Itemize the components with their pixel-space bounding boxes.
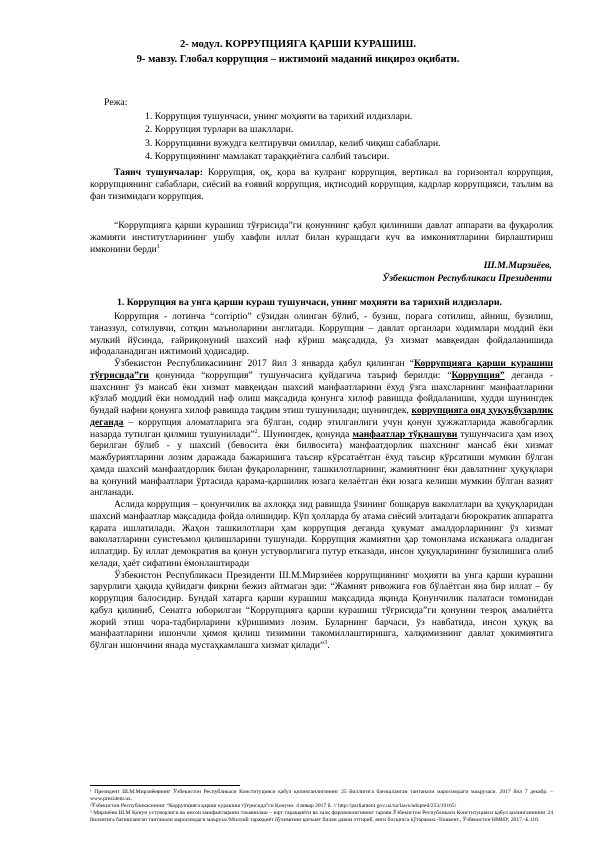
footnote: ³ Мирзиёев Ш.М Қонун устуворлиги ва инсон манфаатларини таъминлаш – юрт тараққиёти ва халқ фаровонлигининг гарови.Ўзбекистон Республикаси Конституцияси қабул қилинганининг 24 йиллигига бағишланган тантанали маросимдаги маъруза//Миллий тараққиёт йўлимизни қатъият билан давом эттириб, янги босқичга кўтарамиз.-Тошкент., Ўзбекистон НМИУ, 2017.-Б.110. [90, 809, 553, 823]
epigraph-position: Ўзбекистон Республикаси Президенти [382, 273, 552, 284]
section-heading: 1. Коррупция ва унга қарши кураш тушунчаси, унинг моҳияти ва тарихий илдизлари. [117, 297, 502, 308]
text-run: . Шунингдек, қонунда [257, 428, 353, 440]
text-run: деганда - шахснинг ўз мансаб ёки хизмат мавқеидан шахсий манфаатларини ёхуд ўзга шахсларнинг манфаатларини кўзлаб моддий ёки номоддий наф олиш мақсадида қонунга хилоф равишда фойдаланиши, худди шунингдек бундай нафни қонунга хилоф равишда тақдим этиш тушунилади; шунингдек, [90, 369, 553, 416]
footnotes [90, 789, 553, 824]
term-conflict: манфаатлар тўқнашуви [352, 428, 458, 440]
plan-item: 1. Коррупция тушунчаси, унинг моҳияти ва тарихий илдизлари. [145, 111, 413, 122]
keywords-paragraph [90, 167, 553, 203]
epigraph-author: Ш.М.Мирзиёев, [483, 260, 552, 271]
topic-title: 9- мавзу. Глобал коррупция – ижтимоий маданий инқироз оқибати. [136, 54, 460, 65]
footnote-ref: 1 [156, 243, 160, 250]
footnote: ²Ўзбекистон Республикасининг “Коррупцияга қарши курашиш тўғрисида”ги Қонуни. 4 январ 2017 й. // http://parliament.gov.uz/uz/laws/adopted/253/19165/ [90, 802, 457, 809]
text-run: қонунида “коррупция” тушунчасига қуйдагича таъриф берилди: “ [148, 369, 452, 381]
body-paragraph [90, 358, 553, 499]
module-title: 2- модул. КОРРУПЦИЯГА ҚАРШИ КУРАШИШ. [179, 39, 417, 50]
text-run: – коррупция аломатларига эга бўлган, содир этилганлиги учун қонун ҳужжатларида жавобгарлик назарда тутилган қилмиш тушунилади” [90, 416, 553, 440]
epigraph-quote [90, 220, 553, 256]
footnote: ¹ Президент Ш.М.Мирзиёевнинг Ўзбекистон Республикаси Конституцияси қабул қилинганлигининг 25 йиллигига бағишланган тантанали маросимдаги маърузаси. 2017 йил 7 декабр. – www.prezident.uz. [90, 789, 553, 802]
footnote-ref: 3 [324, 639, 328, 646]
text-run: . [327, 640, 330, 651]
keywords-text: Коррупция, оқ, қора ва кулранг коррупция, вертикал ва горизонтал коррупция, коррупциянинг сабаблари, сиёсий ва ғоявий коррупция, иқтисодий коррупция, кадрлар коррупцияси, таълим ва фан тизимидаги коррупция. [90, 167, 553, 202]
plan-item: 2. Коррупция турлари ва шакллари. [145, 124, 294, 136]
plan-label: Режа: [104, 97, 128, 108]
plan-item: 3. Коррупцияни вужудга келтирувчи омиллар, келиб чиқиш сабаблари. [145, 137, 441, 149]
keywords-label: Таянч тушунчалар: [114, 167, 203, 178]
plan-list [145, 110, 441, 164]
body-paragraph: Аслида коррупция – қонунчилик ва ахлоққа зид равишда ўзининг бошқарув ваколатлари ва ҳуқуқларидан шахсий манфаатлар мақсадида фойда олишидир. Кўп ҳолларда бу атама сиёсий элитадаги бюрократик аппаратга қарата ишлатилади. Жаҳон ташкилотлари ҳам коррупция деганда ҳукумат амалдорларининг ўз хизмат ваколатларини суистеъмол қилишларини тушунади. Коррупция жамиятни ҳар томонлама исканжага оладиган иллатдир. Бу иллат демократия ва қонун устуворлигига путур етказади, инсон ҳуқуқларининг бузилишига олиб келади, ҳаёт сифатини ёмонлаштиради [90, 499, 553, 569]
body-paragraph [90, 570, 553, 652]
body-paragraph: Коррупция - лотинча “corriptio” сўзидан олинган бўлиб, - бузиш, порага сотилиш, айниш, бузилиш, таназзул, сотилувчи, сотқин маъноларини англатади. Коррупция – давлат органлари ходимлари моддий ёки мулкий йўсинда, ғайриқонуний шахсий наф кўриш мақсадида, ўз хизмат мавқеидан фойдаланишида ифодаланадиган ижтимоий ҳодисадир. [90, 311, 553, 358]
text-run: тушунчасига ҳам изоҳ берилган бўлиб - у шахсий (бевосита ёки билвосита) манфаатдорлик шахснинг мансаб ёки хизмат мажбуриятларини лозим даражада бажаришига таъсир кўрсатаётган ёхуд таъсир кўрсатиши мумкин бўлган ҳамда шахсий манфаатдорлик билан фуқароларнинг, ташкилотларнинг, жамиятнинг ёки давлатнинг ҳуқуқлари ва қонуний манфаатлари ўртасида қарама-қаршилик юзага келаётган ёки юзага келиши мумкин бўлган вазият англанади. [90, 428, 554, 499]
epigraph-text: “Коррупцияга қарши курашиш тўғрисида”ги қонуннинг қабул қилиниши давлат аппарати ва фуқаролик жамияти институтларининг ушбу хавфли иллат билан курашдаги куч ва имкониятларини бирлаштириш имконини берди [90, 220, 553, 255]
term-corruption: Коррупция” [451, 369, 505, 381]
footnote-divider [90, 785, 240, 786]
text-run: Ўзбекистон Республикаси Президенти Ш.М.Мирзиёев коррупциянинг моҳияти ва унга қарши курашни зарурлиги ҳақида қуйидаги фикрни бежиз айтмаган эди: “Жамият ривожига ғов бўлаётган яна бир иллат – бу коррупция балосидир. Бундай хатарга қарши курашиш мақсадида яқинда Қонунчилик палатаси томонидан қабул қилиниб, Сенатга юборилган “Коррупцияга қарши курашиш тўғрисида”ги қонунни тезроқ амалиётга жорий этиш чора-тадбирларини кўришимиз лозим. Буларнинг барчаси, ўз навбатида, инсон ҳуқуқ ва манфаатларини ишончли ҳимоя қилиш тизимини такомиллаштиришга, халқимизнинг давлат ҳокимиятига бўлган ишончини янада мустаҳкамлашга хизмат қилади” [90, 569, 553, 651]
section-body [90, 311, 553, 652]
law-name: Коррупцияга қарши курашиш тўғрисида”ги [90, 358, 553, 381]
footnote-ref: 2 [254, 428, 258, 435]
plan-item: 4. Коррупциянинг мамлакат тараққиётига салбий таъсири. [145, 151, 390, 163]
term-offence: коррупцияга оид ҳуқуқбузарлик деганда [90, 405, 553, 428]
text-run: Ўзбекистон Республикасининг 2017 йил 3 январда қабул қилинган “ [114, 358, 414, 369]
